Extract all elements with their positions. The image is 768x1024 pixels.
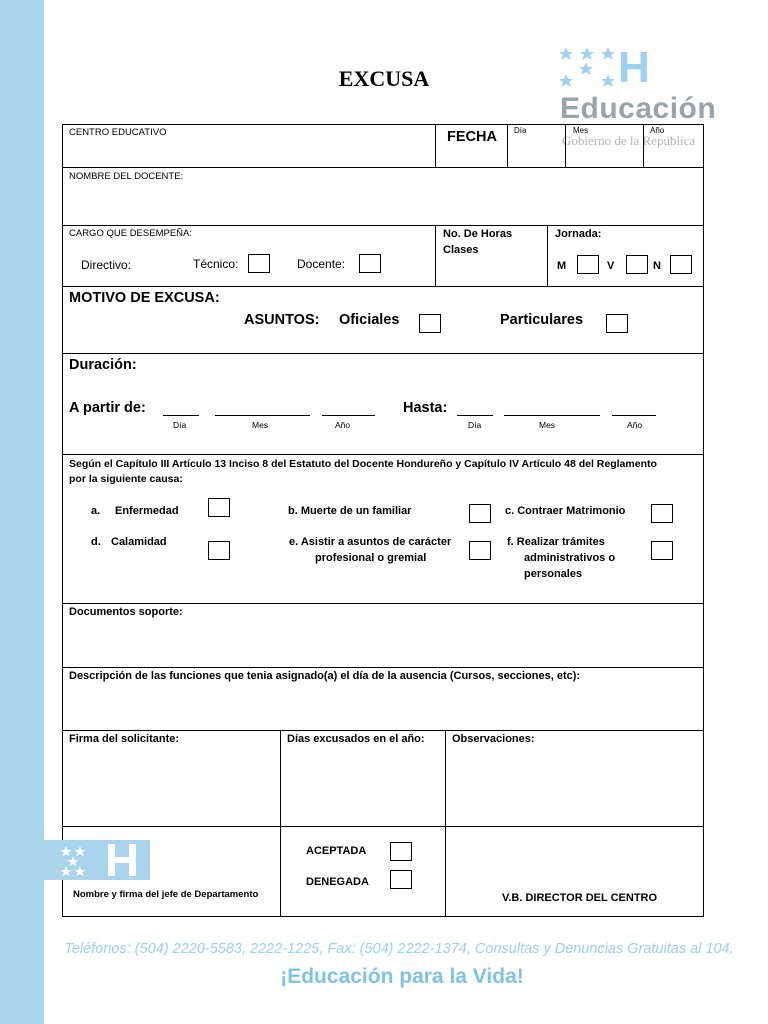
observaciones-label: Observaciones: <box>452 733 535 745</box>
horas-label-2: Clases <box>443 244 479 256</box>
logo-subtitle: Gobierno de la República <box>562 133 696 148</box>
causa-f-label-3: personales <box>524 568 583 580</box>
jornada-m-checkbox[interactable] <box>577 255 599 274</box>
hasta-label: Hasta: <box>403 400 448 416</box>
descripcion-label: Descripción de las funciones que tenia asignado(a) el día de la ausencia (Cursos, secciones, etc): <box>69 670 581 682</box>
motivo-title: MOTIVO DE EXCUSA: <box>69 290 220 306</box>
dia-label: Día <box>514 126 527 135</box>
hasta-mes-line[interactable] <box>504 415 600 416</box>
fecha-cell <box>435 124 508 168</box>
tecnico-label: Técnico: <box>193 257 239 271</box>
stars-icon <box>556 44 626 92</box>
nombre-docente-label: NOMBRE DEL DOCENTE: <box>69 171 184 182</box>
jornada-n-checkbox[interactable] <box>670 255 692 274</box>
document-title: EXCUSA <box>338 66 430 91</box>
aceptada-denegada-cell <box>280 826 446 917</box>
directivo-label: Directivo: <box>81 258 132 272</box>
firma-solicitante-cell[interactable] <box>62 730 281 827</box>
causa-a-label: Enfermedad <box>115 505 179 517</box>
hasta-mes-caption: Mes <box>539 420 556 430</box>
logo-letter: H <box>618 43 650 92</box>
left-sidebar-strip <box>0 0 44 1024</box>
jornada-n-label: N <box>653 260 661 272</box>
jornada-m-label: M <box>557 260 567 272</box>
logo-brand: Educación <box>560 92 717 125</box>
dias-excusados-cell[interactable] <box>280 730 446 827</box>
causa-f-checkbox[interactable] <box>651 541 673 560</box>
horas-label-1: No. De Horas <box>443 228 513 240</box>
motivo-cell <box>62 286 704 354</box>
denegada-checkbox[interactable] <box>390 870 412 889</box>
duracion-title: Duración: <box>69 357 137 373</box>
causa-a-letter: a. <box>91 505 101 517</box>
cargo-cell <box>62 225 436 287</box>
stars-h-icon <box>44 840 150 880</box>
oficiales-checkbox[interactable] <box>419 314 441 333</box>
causa-f-label-1: f. Realizar trámites <box>507 536 605 548</box>
causa-b-label: b. Muerte de un familiar <box>288 505 412 517</box>
particulares-checkbox[interactable] <box>606 314 628 333</box>
causa-text-line-1: Según el Capítulo III Artículo 13 Inciso 8 del Estatuto del Docente Hondureño y Capítulo IV Artículo 48 del Reglamento <box>69 458 657 470</box>
causa-cell <box>62 454 704 604</box>
anio-cell[interactable] <box>643 124 704 168</box>
jornada-cell <box>547 225 704 287</box>
desde-dia-caption: Día <box>173 420 187 430</box>
denegada-label: DENEGADA <box>306 876 369 888</box>
asuntos-label: ASUNTOS: <box>244 312 320 328</box>
tecnico-checkbox[interactable] <box>248 254 270 273</box>
jornada-v-checkbox[interactable] <box>626 255 648 274</box>
causa-b-checkbox[interactable] <box>469 504 491 523</box>
nombre-docente-cell[interactable] <box>62 167 704 226</box>
desde-mes-line[interactable] <box>215 415 310 416</box>
causa-d-label: Calamidad <box>111 536 167 548</box>
hasta-dia-line[interactable] <box>457 415 493 416</box>
cargo-label: CARGO QUE DESEMPEÑA: <box>69 228 192 239</box>
aceptada-label: ACEPTADA <box>306 845 367 857</box>
causa-d-checkbox[interactable] <box>208 541 230 560</box>
footer-phones: Teléfonos: (504) 2220-5583, 2222-1225, Fax: (504) 2222-1374, Consultas y Denuncias Gratuitas al 104. <box>64 941 734 957</box>
vb-director-cell[interactable] <box>445 826 704 917</box>
duracion-cell <box>62 353 704 455</box>
horas-clases-cell[interactable] <box>435 225 548 287</box>
particulares-label: Particulares <box>500 312 584 328</box>
mes-label: Mes <box>573 126 589 135</box>
documentos-label: Documentos soporte: <box>69 606 183 618</box>
desde-mes-caption: Mes <box>252 420 269 430</box>
desde-anio-caption: Año <box>335 420 351 430</box>
a-partir-label: A partir de: <box>69 400 146 416</box>
causa-c-label: c. Contraer Matrimonio <box>505 505 626 517</box>
mes-cell[interactable] <box>565 124 644 168</box>
causa-c-checkbox[interactable] <box>651 504 673 523</box>
hasta-anio-caption: Año <box>627 420 643 430</box>
fecha-label: FECHA <box>447 129 497 145</box>
desde-anio-line[interactable] <box>322 415 375 416</box>
causa-d-letter: d. <box>91 536 101 548</box>
firma-solicitante-label: Firma del solicitante: <box>69 733 180 745</box>
jornada-v-label: V <box>607 260 615 272</box>
docente-checkbox[interactable] <box>359 254 381 273</box>
vb-director-label: V.B. DIRECTOR DEL CENTRO <box>502 892 658 904</box>
department-logo <box>44 840 150 880</box>
aceptada-checkbox[interactable] <box>390 842 412 861</box>
desde-dia-line[interactable] <box>163 415 199 416</box>
footer-slogan: ¡Educación para la Vida! <box>280 965 524 988</box>
jefe-departamento-label: Nombre y firma del jefe de Departamento <box>73 889 259 900</box>
causa-text-line-2: por la siguiente causa: <box>69 473 183 485</box>
docente-label: Docente: <box>297 257 346 271</box>
jornada-label: Jornada: <box>555 228 602 240</box>
anio-label: Año <box>650 126 665 135</box>
observaciones-cell[interactable] <box>445 730 704 827</box>
causa-e-label-1: e. Asistir a asuntos de carácter <box>289 536 452 548</box>
hasta-anio-line[interactable] <box>612 415 656 416</box>
documentos-cell[interactable] <box>62 603 704 668</box>
causa-f-label-2: administrativos o <box>524 552 616 564</box>
causa-a-checkbox[interactable] <box>208 498 230 517</box>
centro-educativo-label: CENTRO EDUCATIVO <box>69 127 167 138</box>
causa-e-label-2: profesional o gremial <box>315 552 427 564</box>
centro-educativo-cell[interactable] <box>62 124 436 168</box>
hasta-dia-caption: Día <box>468 420 482 430</box>
dias-excusados-label: Días excusados en el año: <box>287 733 425 745</box>
oficiales-label: Oficiales <box>339 312 400 328</box>
causa-e-checkbox[interactable] <box>469 541 491 560</box>
descripcion-cell[interactable] <box>62 667 704 731</box>
dia-cell[interactable] <box>507 124 566 168</box>
